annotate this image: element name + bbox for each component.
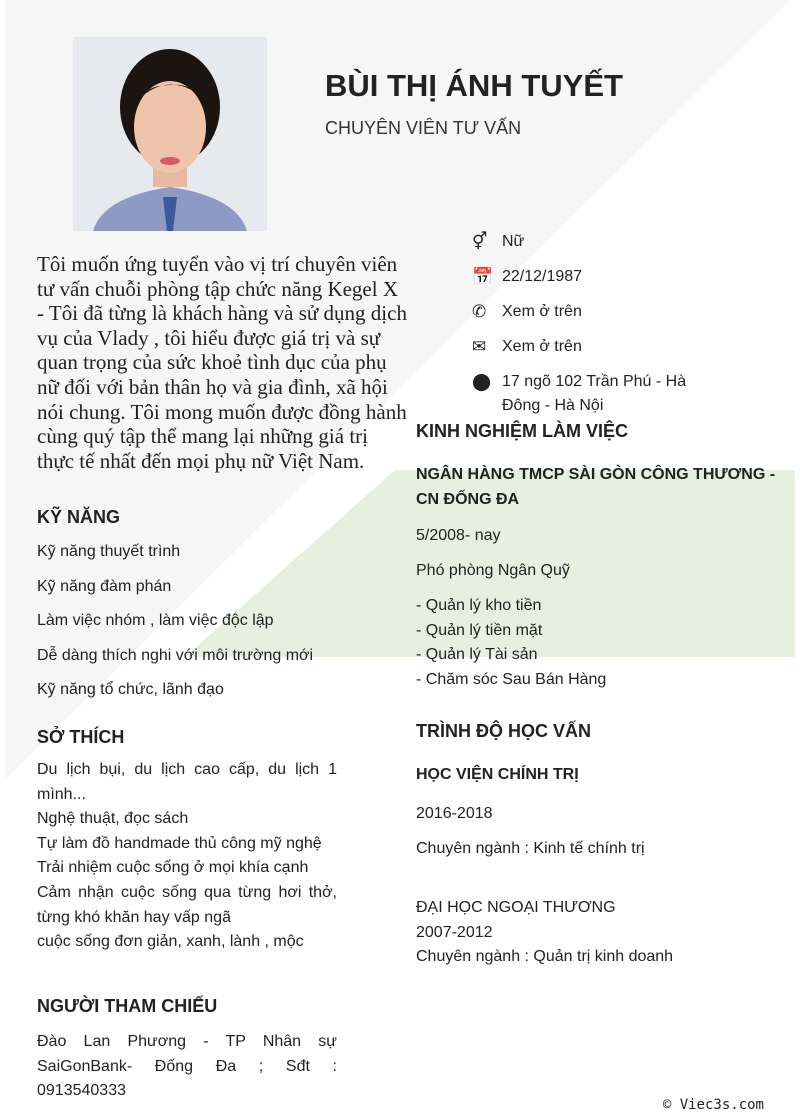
hobby-item: Du lịch bụi, du lịch cao cấp, du lịch 1 mình... bbox=[37, 761, 337, 803]
school-1-period: 2016-2018 bbox=[416, 805, 493, 822]
location-icon: ⬤ bbox=[472, 372, 492, 391]
duty-item: - Quản lý kho tiền bbox=[416, 597, 542, 614]
calendar-icon: 📅 bbox=[472, 267, 494, 286]
info-phone: ✆ Xem ở trên bbox=[472, 300, 732, 324]
footer-watermark: © Viec3s.com bbox=[662, 1097, 764, 1113]
phone-icon: ✆ bbox=[472, 302, 487, 321]
hobby-item: Nghệ thuật, đọc sách bbox=[37, 810, 189, 828]
reference-text: Đào Lan Phương - TP Nhân sự SaiGonBank- Đống Đa ; Sđt : 0913540333 bbox=[37, 1033, 337, 1100]
skill-item: Kỹ năng thuyết trình bbox=[37, 543, 181, 560]
hobby-item: Trải nhiệm cuộc sống ở mọi khía cạnh bbox=[37, 859, 309, 877]
hobby-item: Cảm nhận cuộc sống qua từng hơi thở, từng khó khăn hay vấp ngã bbox=[37, 883, 337, 926]
school-2-major: Chuyên ngành : Quản trị kinh doanh bbox=[416, 948, 674, 966]
experience-duties bbox=[416, 594, 606, 692]
job-title: CHUYÊN VIÊN TƯ VẤN bbox=[325, 118, 522, 138]
candidate-name: BÙI THỊ ÁNH TUYẾT bbox=[325, 68, 623, 103]
personal-info bbox=[472, 230, 732, 429]
education-heading: TRÌNH ĐỘ HỌC VẤN bbox=[416, 721, 591, 741]
school-2 bbox=[416, 896, 673, 970]
info-birthday: 📅 22/12/1987 bbox=[472, 265, 732, 289]
info-address: ⬤ 17 ngõ 102 Trần Phú - Hà Đông - Hà Nội bbox=[472, 372, 687, 414]
duty-item: - Quản lý Tài sản bbox=[416, 646, 538, 664]
school-2-name: ĐẠI HỌC NGOẠI THƯƠNG bbox=[416, 899, 616, 916]
company-name: NGÂN HÀNG TMCP SÀI GÒN CÔNG THƯƠNG - CN ĐỐNG ĐA bbox=[416, 466, 776, 508]
duty-item: - Quản lý tiền mặt bbox=[416, 621, 543, 639]
info-gender: ⚥ Nữ bbox=[472, 230, 732, 254]
skill-item: Kỹ năng đàm phán bbox=[37, 577, 172, 595]
school-1-major: Chuyên ngành : Kinh tế chính trị bbox=[416, 840, 645, 857]
skills-list bbox=[37, 540, 347, 713]
hobbies-list bbox=[37, 758, 337, 955]
hobbies-heading: SỞ THÍCH bbox=[37, 727, 125, 747]
hobby-item: cuộc sống đơn giản, xanh, lành , mộc bbox=[37, 933, 304, 951]
gender-icon: ⚥ bbox=[472, 232, 488, 251]
email-icon: ✉ bbox=[472, 337, 487, 356]
skills-heading: KỸ NĂNG bbox=[37, 507, 121, 527]
school-2-period: 2007-2012 bbox=[416, 923, 493, 941]
experience-heading: KINH NGHIỆM LÀM VIỆC bbox=[416, 421, 629, 441]
experience-period: 5/2008- nay bbox=[416, 527, 501, 544]
duty-item: - Chăm sóc Sau Bán Hàng bbox=[416, 670, 607, 688]
career-objective: Tôi muốn ứng tuyển vào vị trí chuyên viên tư vấn chuỗi phòng tập chức năng Kegel X - Tôi đã từng là khách hàng và sử dụng dịch vụ của Vlady , tôi hiểu được giá trị và sự quan trọng của sức khoẻ tình dục của phụ nữ đối với bản thân họ và gia đình, xã hội nói chung. Tôi mong muốn được đồng hành cùng quý tập thể mang lại những giá trị thực tế nhất đến mọi phụ nữ Việt Nam. bbox=[37, 252, 407, 473]
skill-item: Làm việc nhóm , làm việc độc lập bbox=[37, 612, 274, 630]
hobby-item: Tự làm đồ handmade thủ công mỹ nghệ bbox=[37, 834, 322, 852]
profile-photo bbox=[73, 37, 267, 231]
school-1: HỌC VIỆN CHÍNH TRỊ bbox=[416, 766, 579, 783]
info-email: ✉ Xem ở trên bbox=[472, 335, 732, 359]
skill-item: Dễ dàng thích nghi với môi trường mới bbox=[37, 646, 314, 664]
skill-item: Kỹ năng tổ chức, lãnh đạo bbox=[37, 681, 224, 699]
experience-position: Phó phòng Ngân Quỹ bbox=[416, 562, 570, 579]
references-heading: NGƯỜI THAM CHIẾU bbox=[37, 996, 218, 1016]
